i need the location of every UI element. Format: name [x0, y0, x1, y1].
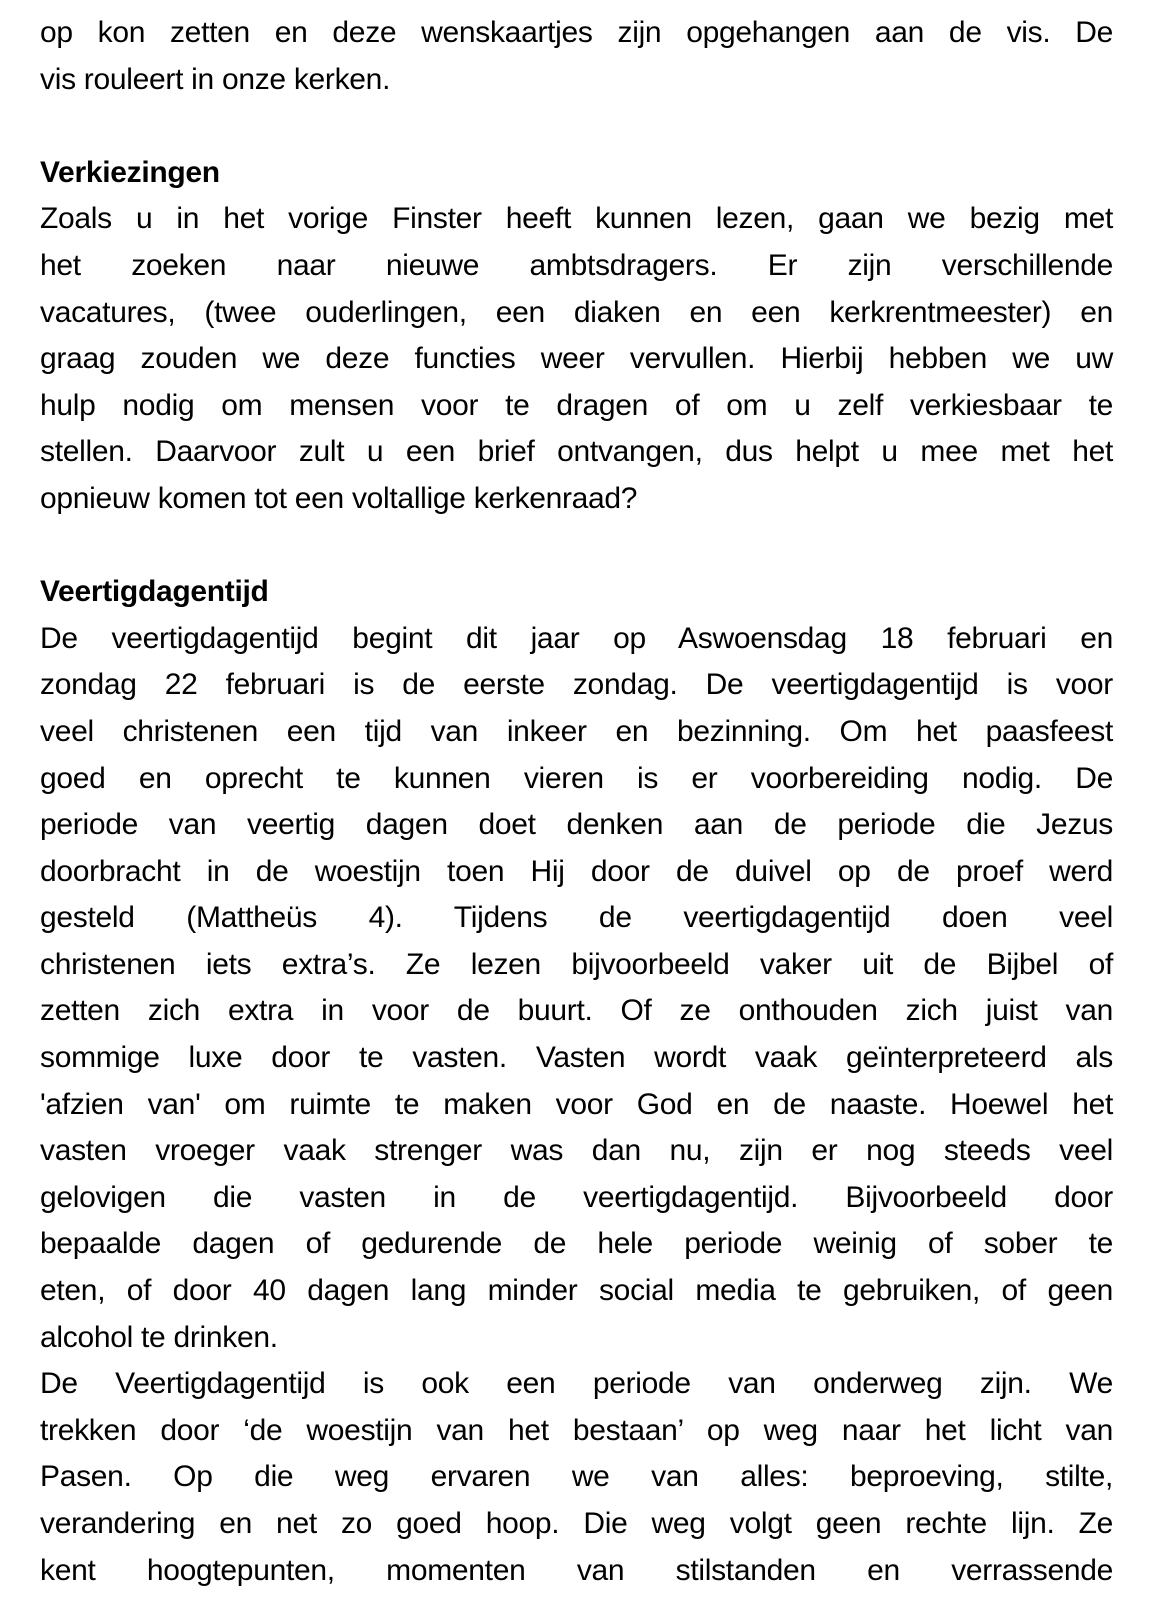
text-line: gelovigen die vasten in de veertigdagentijd. Bijvoorbeeld door: [40, 1180, 1113, 1214]
text-line: vasten vroeger vaak strenger was dan nu, zijn er nog steeds veel: [40, 1134, 1113, 1168]
paragraph: [40, 196, 1113, 522]
paragraph: [40, 1361, 1113, 1594]
paragraph: [40, 616, 1113, 1362]
text-line: De veertigdagentijd begint dit jaar op Aswoensdag 18 februari en: [40, 621, 1113, 655]
paragraph-spacer: [40, 523, 1113, 570]
paragraph: [40, 10, 1113, 103]
text-line: De Veertigdagentijd is ook een periode van onderweg zijn. We: [40, 1367, 1113, 1401]
text-line: goed en oprecht te kunnen vieren is er voorbereiding nodig. De: [40, 761, 1113, 795]
text-line: sommige luxe door te vasten. Vasten wordt vaak geïnterpreteerd als: [40, 1041, 1113, 1075]
text-line: veel christenen een tijd van inkeer en bezinning. Om het paasfeest: [40, 714, 1113, 748]
text-line: vacatures, (twee ouderlingen, een diaken en een kerkrentmeester) en: [40, 295, 1113, 329]
text-line: zondag 22 februari is de eerste zondag. De veertigdagentijd is voor: [40, 668, 1113, 702]
text-line: periode van veertig dagen doet denken aan de periode die Jezus: [40, 808, 1113, 842]
text-line: Pasen. Op die weg ervaren we van alles: beproeving, stilte,: [40, 1460, 1113, 1494]
section-heading: Veertigdagentijd: [40, 575, 269, 609]
text-line: op kon zetten en deze wenskaartjes zijn opgehangen aan de vis. De: [40, 16, 1113, 49]
text-line: zetten zich extra in voor de buurt. Of ze onthouden zich juist van: [40, 994, 1113, 1028]
paragraph-spacer: [40, 103, 1113, 150]
text-line: bepaalde dagen of gedurende de hele periode weinig of sober te: [40, 1227, 1113, 1261]
text-line: opnieuw komen tot een voltallige kerkenraad?: [40, 481, 638, 515]
text-line: trekken door ‘de woestijn van het bestaan’ op weg naar het licht van: [40, 1413, 1113, 1447]
text-line: alcohol te drinken.: [40, 1320, 278, 1354]
text-line: verandering en net zo goed hoop. Die weg volgt geen rechte lijn. Ze: [40, 1507, 1113, 1540]
text-line: graag zouden we deze functies weer vervullen. Hierbij hebben we uw: [40, 342, 1113, 376]
text-line: kent hoogtepunten, momenten van stilstanden en verrassende: [40, 1553, 1113, 1587]
text-line: hulp nodig om mensen voor te dragen of om u zelf verkiesbaar te: [40, 388, 1113, 422]
text-line: christenen iets extra’s. Ze lezen bijvoorbeeld vaker uit de Bijbel of: [40, 947, 1113, 981]
text-line: doorbracht in de woestijn toen Hij door de duivel op de proef werd: [40, 854, 1113, 888]
text-line: 'afzien van' om ruimte te maken voor God en de naaste. Hoewel het: [40, 1087, 1113, 1121]
text-line: eten, of door 40 dagen lang minder social media te gebruiken, of geen: [40, 1274, 1113, 1308]
document-body: [40, 10, 1113, 1594]
text-line: vis rouleert in onze kerken.: [40, 62, 391, 96]
text-line: gesteld (Mattheüs 4). Tijdens de veertigdagentijd doen veel: [40, 901, 1113, 935]
text-line: Zoals u in het vorige Finster heeft kunnen lezen, gaan we bezig met: [40, 202, 1113, 236]
text-line: stellen. Daarvoor zult u een brief ontvangen, dus helpt u mee met het: [40, 435, 1113, 469]
section-heading: Verkiezingen: [40, 155, 220, 189]
text-line: het zoeken naar nieuwe ambtsdragers. Er zijn verschillende: [40, 248, 1113, 282]
